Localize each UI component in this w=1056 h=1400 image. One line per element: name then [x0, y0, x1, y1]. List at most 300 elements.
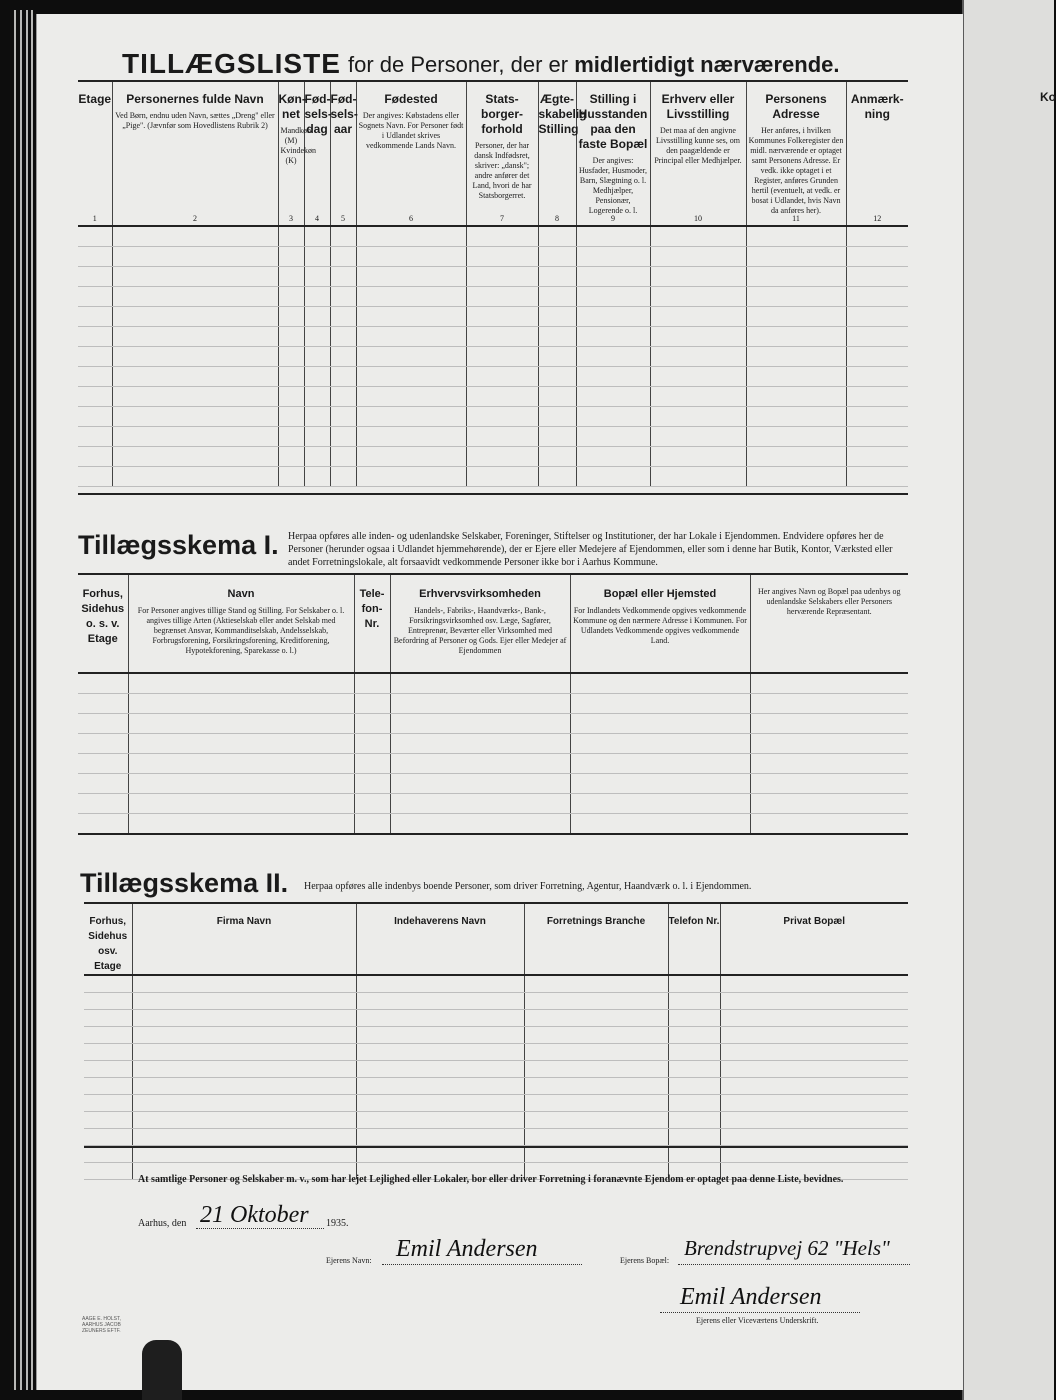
list-cell[interactable]	[466, 366, 538, 386]
skema2-cell[interactable]	[524, 1026, 668, 1043]
skema2-row	[84, 1077, 908, 1094]
list-cell[interactable]	[538, 406, 576, 426]
list-cell[interactable]	[278, 266, 304, 286]
skema1-cell[interactable]	[750, 813, 908, 833]
skema2-cell[interactable]	[356, 1043, 524, 1060]
list-cell[interactable]	[112, 226, 278, 246]
list-cell[interactable]	[304, 386, 330, 406]
skema2-cell[interactable]	[720, 992, 908, 1009]
list-cell[interactable]	[576, 366, 650, 386]
skema2-cell[interactable]	[668, 992, 720, 1009]
list-cell[interactable]	[330, 386, 356, 406]
list-cell[interactable]	[538, 246, 576, 266]
skema2-cell[interactable]	[720, 1060, 908, 1077]
list-cell[interactable]	[356, 346, 466, 366]
skema1-cell[interactable]	[390, 793, 570, 813]
skema2-cell[interactable]	[668, 1077, 720, 1094]
skema1-cell[interactable]	[750, 753, 908, 773]
skema2-cell[interactable]	[84, 1111, 132, 1128]
skema1-cell[interactable]	[390, 753, 570, 773]
skema2-cell[interactable]	[668, 1060, 720, 1077]
skema2-cell[interactable]	[356, 1077, 524, 1094]
list-row	[78, 446, 908, 466]
skema1-cell[interactable]	[390, 713, 570, 733]
list-cell[interactable]	[576, 326, 650, 346]
list-cell[interactable]	[846, 286, 908, 306]
list-cell[interactable]	[78, 286, 112, 306]
list-cell[interactable]	[78, 346, 112, 366]
list-cell[interactable]	[538, 266, 576, 286]
list-column-number: 5	[341, 214, 345, 223]
list-cell[interactable]	[304, 226, 330, 246]
list-cell[interactable]	[538, 226, 576, 246]
list-cell[interactable]	[846, 426, 908, 446]
skema2-cell[interactable]	[524, 1009, 668, 1026]
list-cell[interactable]	[846, 466, 908, 486]
list-cell[interactable]	[112, 326, 278, 346]
list-cell[interactable]	[650, 226, 746, 246]
list-cell[interactable]	[278, 226, 304, 246]
statement: At samtlige Personer og Selskaber m. v., som har lejet Lejlighed eller Lokaler, bor eller driver Forretning i foranævnte Ejendom er optaget paa denne Liste, bevidnes.	[138, 1174, 844, 1185]
list-cell[interactable]	[356, 226, 466, 246]
list-cell[interactable]	[466, 466, 538, 486]
list-cell[interactable]	[846, 266, 908, 286]
list-cell[interactable]	[538, 386, 576, 406]
skema2-cell[interactable]	[132, 1111, 356, 1128]
skema2-cell[interactable]	[524, 975, 668, 992]
list-cell[interactable]	[746, 306, 846, 326]
skema2-cell[interactable]	[84, 1009, 132, 1026]
skema2-cell[interactable]	[668, 1128, 720, 1145]
list-cell[interactable]	[746, 446, 846, 466]
list-cell[interactable]	[330, 286, 356, 306]
skema1-cell[interactable]	[128, 693, 354, 713]
list-cell[interactable]	[466, 286, 538, 306]
list-cell[interactable]	[112, 386, 278, 406]
skema2-col-4	[524, 904, 668, 975]
owner-name-handwriting: Emil Andersen	[396, 1236, 538, 1262]
list-cell[interactable]	[304, 306, 330, 326]
list-cell[interactable]	[78, 226, 112, 246]
list-cell[interactable]	[278, 286, 304, 306]
skema1-cell[interactable]	[354, 733, 390, 753]
list-cell[interactable]	[746, 426, 846, 446]
skema2-col-6	[720, 904, 908, 975]
list-cell[interactable]	[330, 406, 356, 426]
skema1-row	[78, 733, 908, 753]
date-line	[196, 1228, 324, 1229]
skema1-cell[interactable]	[390, 773, 570, 793]
skema1-cell[interactable]	[78, 813, 128, 833]
list-cell[interactable]	[304, 246, 330, 266]
skema1-cell[interactable]	[128, 733, 354, 753]
skema2-cell[interactable]	[668, 1009, 720, 1026]
list-cell[interactable]	[78, 366, 112, 386]
list-cell[interactable]	[466, 426, 538, 446]
list-cell[interactable]	[746, 326, 846, 346]
skema2-cell[interactable]	[84, 1162, 132, 1179]
list-cell[interactable]	[330, 246, 356, 266]
list-cell[interactable]	[356, 426, 466, 446]
list-cell[interactable]	[466, 346, 538, 366]
list-cell[interactable]	[304, 266, 330, 286]
skema2-cell[interactable]	[84, 1094, 132, 1111]
skema2-cell[interactable]	[668, 1043, 720, 1060]
skema1-cell[interactable]	[570, 813, 750, 833]
skema1-cell[interactable]	[354, 693, 390, 713]
list-header-main: Ægte-skabelig Stilling	[538, 92, 587, 136]
skema2-cell[interactable]	[720, 1043, 908, 1060]
list-cell[interactable]	[846, 346, 908, 366]
skema1-cell[interactable]	[570, 673, 750, 693]
skema2-cell[interactable]	[132, 1060, 356, 1077]
list-cell[interactable]	[304, 366, 330, 386]
list-cell[interactable]	[78, 446, 112, 466]
skema2-cell[interactable]	[84, 1060, 132, 1077]
list-cell[interactable]	[538, 286, 576, 306]
list-cell[interactable]	[650, 406, 746, 426]
list-cell[interactable]	[576, 226, 650, 246]
skema2-cell[interactable]	[720, 975, 908, 992]
list-cell[interactable]	[278, 406, 304, 426]
list-cell[interactable]	[78, 246, 112, 266]
list-cell[interactable]	[78, 266, 112, 286]
skema2-cell[interactable]	[524, 1111, 668, 1128]
list-cell[interactable]	[330, 346, 356, 366]
list-cell[interactable]	[278, 306, 304, 326]
skema1-cell[interactable]	[128, 753, 354, 773]
list-cell[interactable]	[304, 446, 330, 466]
skema1-cell[interactable]	[354, 753, 390, 773]
list-cell[interactable]	[846, 306, 908, 326]
list-cell[interactable]	[746, 266, 846, 286]
list-cell[interactable]	[576, 426, 650, 446]
skema1-cell[interactable]	[354, 713, 390, 733]
skema1-cell[interactable]	[390, 693, 570, 713]
list-cell[interactable]	[112, 366, 278, 386]
list-cell[interactable]	[304, 466, 330, 486]
skema2-row	[84, 992, 908, 1009]
skema1-cell[interactable]	[78, 773, 128, 793]
skema1-cell[interactable]	[750, 773, 908, 793]
list-cell[interactable]	[330, 446, 356, 466]
list-cell[interactable]	[466, 266, 538, 286]
skema1-header-sub: Her angives Navn og Bopæl paa udenbys og udenlandske Selskabers eller Personers herværende Repræsentant.	[758, 587, 901, 616]
skema2-cell[interactable]	[668, 1094, 720, 1111]
list-cell[interactable]	[576, 406, 650, 426]
list-cell[interactable]	[78, 466, 112, 486]
page-edge	[26, 10, 28, 1390]
list-cell[interactable]	[576, 386, 650, 406]
list-cell[interactable]	[650, 346, 746, 366]
list-cell[interactable]	[650, 246, 746, 266]
skema1-cell[interactable]	[78, 733, 128, 753]
list-cell[interactable]	[330, 466, 356, 486]
skema2-cell[interactable]	[132, 975, 356, 992]
list-cell[interactable]	[746, 386, 846, 406]
list-cell[interactable]	[112, 446, 278, 466]
list-col-12	[846, 82, 908, 226]
skema2-cell[interactable]	[720, 1094, 908, 1111]
list-cell[interactable]	[538, 346, 576, 366]
list-cell[interactable]	[466, 406, 538, 426]
list-cell[interactable]	[330, 426, 356, 446]
skema2-header-main: Forhus, Sidehus osv. Etage	[88, 916, 128, 972]
list-cell[interactable]	[538, 466, 576, 486]
list-cell[interactable]	[112, 246, 278, 266]
owner-name-line	[382, 1264, 582, 1265]
skema1-cell[interactable]	[390, 733, 570, 753]
list-cell[interactable]	[538, 446, 576, 466]
list-cell[interactable]	[650, 306, 746, 326]
skema1-cell[interactable]	[750, 693, 908, 713]
list-cell[interactable]	[746, 246, 846, 266]
skema2-cell[interactable]	[356, 1009, 524, 1026]
list-cell[interactable]	[846, 366, 908, 386]
skema1-cell[interactable]	[128, 713, 354, 733]
skema1-cell[interactable]	[128, 673, 354, 693]
list-header-sub: Personer, der har dansk Indfødsret, skriver: „dansk"; andre anfører det Land, hvori de har Statsborgerret.	[472, 141, 532, 200]
list-cell[interactable]	[466, 446, 538, 466]
skema1-cell[interactable]	[570, 693, 750, 713]
list-cell[interactable]	[304, 286, 330, 306]
skema2-cell[interactable]	[132, 1128, 356, 1145]
list-cell[interactable]	[466, 306, 538, 326]
list-cell[interactable]	[356, 366, 466, 386]
list-cell[interactable]	[78, 426, 112, 446]
skema2-cell[interactable]	[84, 975, 132, 992]
skema2-cell[interactable]	[720, 1026, 908, 1043]
list-cell[interactable]	[356, 386, 466, 406]
skema2-cell[interactable]	[524, 1043, 668, 1060]
list-cell[interactable]	[356, 406, 466, 426]
list-cell[interactable]	[112, 466, 278, 486]
list-cell[interactable]	[466, 326, 538, 346]
skema2-cell[interactable]	[720, 1111, 908, 1128]
skema1-cell[interactable]	[750, 793, 908, 813]
skema2-cell[interactable]	[84, 1128, 132, 1145]
skema2-cell[interactable]	[356, 1128, 524, 1145]
list-col-9	[576, 82, 650, 226]
list-col-8	[538, 82, 587, 226]
skema1-cell[interactable]	[570, 713, 750, 733]
skema2-cell[interactable]	[720, 1077, 908, 1094]
list-cell[interactable]	[356, 466, 466, 486]
list-cell[interactable]	[650, 386, 746, 406]
skema2-cell[interactable]	[132, 1009, 356, 1026]
list-row	[78, 426, 908, 446]
list-cell[interactable]	[538, 366, 576, 386]
list-cell[interactable]	[466, 246, 538, 266]
skema2-cell[interactable]	[132, 1094, 356, 1111]
list-cell[interactable]	[846, 386, 908, 406]
list-cell[interactable]	[576, 246, 650, 266]
list-row	[78, 306, 908, 326]
list-cell[interactable]	[78, 406, 112, 426]
list-cell[interactable]	[330, 326, 356, 346]
skema1-cell[interactable]	[78, 753, 128, 773]
list-cell[interactable]	[466, 386, 538, 406]
skema1-cell[interactable]	[354, 673, 390, 693]
list-cell[interactable]	[304, 326, 330, 346]
list-cell[interactable]	[112, 346, 278, 366]
list-cell[interactable]	[746, 366, 846, 386]
skema2-cell[interactable]	[524, 1060, 668, 1077]
skema1-cell[interactable]	[750, 713, 908, 733]
list-cell[interactable]	[538, 306, 576, 326]
list-cell[interactable]	[304, 406, 330, 426]
list-cell[interactable]	[576, 446, 650, 466]
skema1-cell[interactable]	[354, 813, 390, 833]
skema2-cell[interactable]	[720, 1009, 908, 1026]
list-cell[interactable]	[330, 226, 356, 246]
list-cell[interactable]	[330, 266, 356, 286]
list-cell[interactable]	[278, 386, 304, 406]
skema1-cell[interactable]	[128, 793, 354, 813]
list-cell[interactable]	[304, 346, 330, 366]
list-cell[interactable]	[112, 426, 278, 446]
skema2-cell[interactable]	[356, 975, 524, 992]
skema2-cell[interactable]	[524, 1094, 668, 1111]
skema1-cell[interactable]	[128, 773, 354, 793]
list-col-11	[746, 82, 846, 226]
list-cell[interactable]	[112, 286, 278, 306]
skema1-cell[interactable]	[750, 673, 908, 693]
skema1-cell[interactable]	[78, 673, 128, 693]
list-cell[interactable]	[576, 346, 650, 366]
skema2-cell[interactable]	[668, 1111, 720, 1128]
skema2-cell[interactable]	[132, 1077, 356, 1094]
list-cell[interactable]	[112, 406, 278, 426]
list-cell[interactable]	[330, 366, 356, 386]
list-cell[interactable]	[746, 406, 846, 426]
skema2-cell[interactable]	[84, 1077, 132, 1094]
list-cell[interactable]	[650, 366, 746, 386]
list-cell[interactable]	[78, 386, 112, 406]
skema1-table	[78, 575, 908, 834]
list-cell[interactable]	[278, 426, 304, 446]
list-cell[interactable]	[846, 446, 908, 466]
list-column-number: 7	[500, 214, 504, 223]
list-cell[interactable]	[846, 326, 908, 346]
skema2-cell[interactable]	[132, 1026, 356, 1043]
list-cell[interactable]	[356, 286, 466, 306]
skema2-row	[84, 1060, 908, 1077]
skema1-cell[interactable]	[570, 753, 750, 773]
list-table	[78, 82, 908, 487]
skema1-cell[interactable]	[570, 773, 750, 793]
list-cell[interactable]	[278, 446, 304, 466]
list-header-sub: Her anføres, i hvilken Kommunes Folkeregister den midl. nærværende er optaget samt Personens Adresse. Er vedk. ikke optaget i et Register, anføres Grunden hertil (eventuelt, at vedk. er bosat i Udlandet, hvis Navn da anføres her).	[748, 126, 844, 215]
skema1-cell[interactable]	[750, 733, 908, 753]
list-cell[interactable]	[278, 466, 304, 486]
list-cell[interactable]	[330, 306, 356, 326]
skema2-cell[interactable]	[668, 975, 720, 992]
list-cell[interactable]	[278, 366, 304, 386]
list-cell[interactable]	[846, 246, 908, 266]
list-cell[interactable]	[650, 426, 746, 446]
list-cell[interactable]	[650, 446, 746, 466]
list-cell[interactable]	[650, 266, 746, 286]
skema2-cell[interactable]	[84, 992, 132, 1009]
skema2-cell[interactable]	[356, 992, 524, 1009]
list-cell[interactable]	[650, 286, 746, 306]
list-cell[interactable]	[78, 306, 112, 326]
skema2-cell[interactable]	[720, 1128, 908, 1145]
list-cell[interactable]	[112, 266, 278, 286]
skema2-cell[interactable]	[84, 1043, 132, 1060]
skema2-cell[interactable]	[524, 1077, 668, 1094]
list-cell[interactable]	[746, 346, 846, 366]
signature-handwriting: Emil Andersen	[680, 1284, 822, 1310]
list-cell[interactable]	[746, 466, 846, 486]
list-cell[interactable]	[650, 326, 746, 346]
list-cell[interactable]	[278, 326, 304, 346]
list-cell[interactable]	[538, 326, 576, 346]
skema2-cell[interactable]	[84, 1026, 132, 1043]
skema1-cell[interactable]	[570, 793, 750, 813]
skema2-cell[interactable]	[132, 992, 356, 1009]
list-cell[interactable]	[576, 466, 650, 486]
list-cell[interactable]	[356, 246, 466, 266]
skema1-cell[interactable]	[128, 813, 354, 833]
skema2-cell[interactable]	[524, 1128, 668, 1145]
list-cell[interactable]	[576, 306, 650, 326]
skema1-cell[interactable]	[354, 773, 390, 793]
list-row	[78, 366, 908, 386]
skema2-cell[interactable]	[356, 1111, 524, 1128]
skema2-header-main: Privat Bopæl	[783, 916, 846, 927]
list-cell[interactable]	[356, 446, 466, 466]
skema2-cell[interactable]	[356, 1094, 524, 1111]
list-cell[interactable]	[846, 406, 908, 426]
list-cell[interactable]	[576, 286, 650, 306]
list-cell[interactable]	[112, 306, 278, 326]
skema1-description: Herpaa opføres alle inden- og udenlandske Selskaber, Foreninger, Stiftelser og Institutioner, der har Lokale i Ejendommen. Endvidere opføres her de Personer (herunder ogsaa i Udlandet hjemmehørende), der er Ejere eller Medejere af Ejendommen, eller som i denne har Butik, Kontor, Værksted eller andet Forretningslokale, alt forsaavidt vedkommende Personer ikke bor i Aarhus Kommune.	[288, 531, 893, 568]
skema2-cell[interactable]	[356, 1060, 524, 1077]
list-cell[interactable]	[304, 426, 330, 446]
list-cell[interactable]	[746, 226, 846, 246]
list-cell[interactable]	[356, 306, 466, 326]
skema2-title: Tillægsskema II.	[80, 868, 289, 898]
skema1-cell[interactable]	[390, 813, 570, 833]
skema1-cell[interactable]	[354, 793, 390, 813]
list-cell[interactable]	[846, 226, 908, 246]
skema1-cell[interactable]	[78, 693, 128, 713]
skema1-cell[interactable]	[570, 733, 750, 753]
skema2-cell[interactable]	[668, 1026, 720, 1043]
list-cell[interactable]	[746, 286, 846, 306]
list-cell[interactable]	[278, 246, 304, 266]
skema2-cell[interactable]	[132, 1043, 356, 1060]
list-cell[interactable]	[78, 326, 112, 346]
skema1-cell[interactable]	[390, 673, 570, 693]
list-cell[interactable]	[538, 426, 576, 446]
skema2-col-2	[132, 904, 356, 975]
skema1-col-1	[78, 575, 128, 673]
list-cell[interactable]	[278, 346, 304, 366]
list-cell[interactable]	[576, 266, 650, 286]
owner-address-handwriting: Brendstrupvej 62 "Hels"	[684, 1236, 890, 1260]
skema2-cell[interactable]	[356, 1026, 524, 1043]
list-cell[interactable]	[650, 466, 746, 486]
list-cell[interactable]	[356, 266, 466, 286]
skema1-cell[interactable]	[78, 713, 128, 733]
skema1-cell[interactable]	[78, 793, 128, 813]
list-cell[interactable]	[466, 226, 538, 246]
skema2-cell[interactable]	[524, 992, 668, 1009]
list-cell[interactable]	[356, 326, 466, 346]
